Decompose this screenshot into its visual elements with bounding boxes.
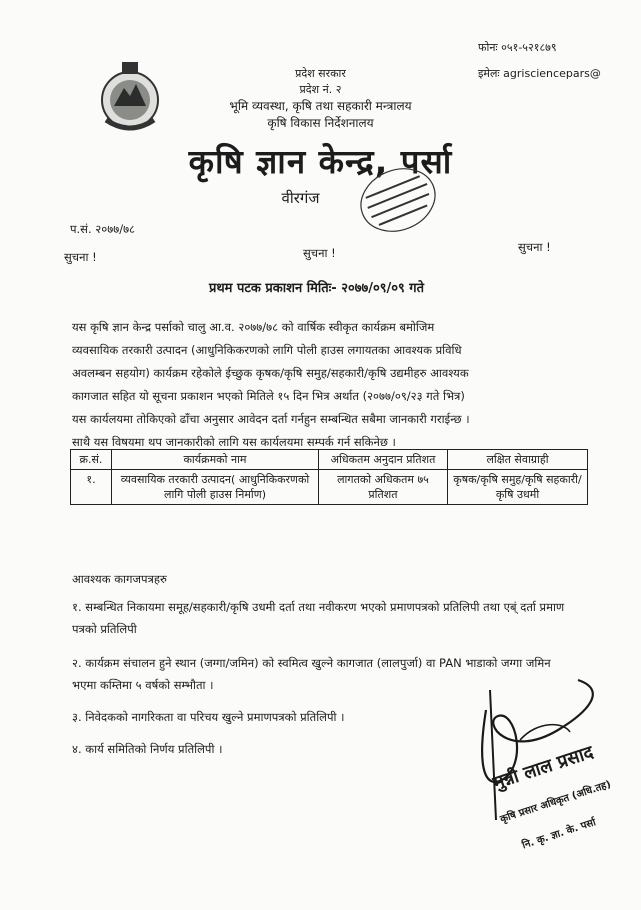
column-header: कार्यक्रमको नाम [112,450,319,470]
signatory-office: नि. कृ. ज्ञा. के. पर्सा [520,817,598,852]
notice-label-right: सुचना ! [518,240,551,254]
header-line-2: प्रदेश नं. २ [299,83,342,96]
requirement-item: १. सम्बन्धित निकायमा समूह/सहकारी/कृषि उधमी दर्ता तथा नवीकरण भएको प्रमाणपत्रको प्रतिलिपी तथा एब्ं दर्ता प्रमाण पत्रको प्रतिलिपी [72,600,565,636]
paragraph-line: कागजात सहित यो सूचना प्रकाशन भएको मितिले १५ दिन भित्र अर्थात (२०७७/०९/२३ गते भित्र) [72,389,465,403]
table-cell: कृषक/कृषि समुह/कृषि सहकारी/कृषि उधमी [448,470,588,505]
paragraph-line: व्यवसायिक तरकारी उत्पादन (आधुनिकिकरणको लागि पोली हाउस लगायतका आवश्यक प्रविधि [72,343,462,357]
column-header: क्र.सं. [71,450,112,470]
requirement-item: २. कार्यक्रम संचालन हुने स्थान (जग्गा/जमिन) को स्वमित्व खुल्ने कागजात (लालपुर्जा) वा PAN भाडाको जग्गा जमिन भएमा कम्तिमा ५ वर्षको सम्भौता । [72,656,551,692]
office-title: कृषि ज्ञान केन्द्र, पर्सा [188,142,453,181]
header-ministry: भूमि व्यवस्था, कृषि तथा सहकारी मन्त्रालय [229,99,412,113]
paragraph-line: यस कृषि ज्ञान केन्द्र पर्साको चालु आ.व. २०७७/७८ को वार्षिक स्वीकृत कार्यक्रम बमोजिम [72,320,435,334]
office-city: वीरगंज [281,189,320,207]
email-address: इमेलः agrisciencepars@ [478,67,601,80]
table-cell: व्यवसायिक तरकारी उत्पादन( आधुनिकिकरणको लागि पोली हाउस निर्माण) [112,470,319,505]
paragraph-line: यस कार्यलयमा तोकिएको ढाँचा अनुसार आवेदन दर्ता गर्नहुन सम्बन्धित सबैमा जानकारी गराईन्छ । [72,412,470,426]
header-line-1: प्रदेश सरकार [295,67,346,80]
table-header-row [71,450,588,470]
signatory-name: मुन्नी लाल प्रसाद [490,741,596,794]
paragraph-line: साथै यस विषयमा थप जानकारीको लागि यस कार्यलयमा सम्पर्क गर्न सकिनेछ । [72,435,396,449]
header-directorate: कृषि विकास निर्देशनालय [267,116,374,130]
table-row [71,470,588,505]
notice-paragraph [72,316,592,454]
publish-title: प्रथम पटक प्रकाशन मितिः- २०७७/०९/०९ गते [208,281,425,296]
table-cell: १. [71,470,112,505]
notice-label-center: सुचना ! [303,246,336,260]
requirement-item: ३. निवेदकको नागरिकता वा परिचय खुल्ने प्रमाणपत्रको प्रतिलिपी । [72,710,345,724]
paragraph-line: अवलम्बन सहयोग) कार्यक्रम रहेकोले ईच्छुक कृषक/कृषि समुह/सहकारी/कृषि उद्यमीहरु आवश्यक [72,366,469,380]
signatory-title: कृषि प्रसार अधिकृत (अधि.तह) [498,779,613,826]
office-stamp-icon [355,160,441,240]
column-header: अधिकतम अनुदान प्रतिशत [319,450,448,470]
notice-label-left: सुचना ! [64,250,97,264]
column-header: लक्षित सेवाग्राही [448,450,588,470]
requirement-item: ४. कार्य समितिको निर्णय प्रतिलिपी । [72,742,223,756]
phone-number: फोनः ०५१-५२१८७९ [478,41,557,54]
program-table [70,449,588,505]
table-cell: लागतको अधिकतम ७५ प्रतिशत [319,470,448,505]
requirements-title: आवश्यक कागजपत्रहरु [72,572,167,586]
reference-number: प.सं. २०७७/७८ [70,222,136,236]
